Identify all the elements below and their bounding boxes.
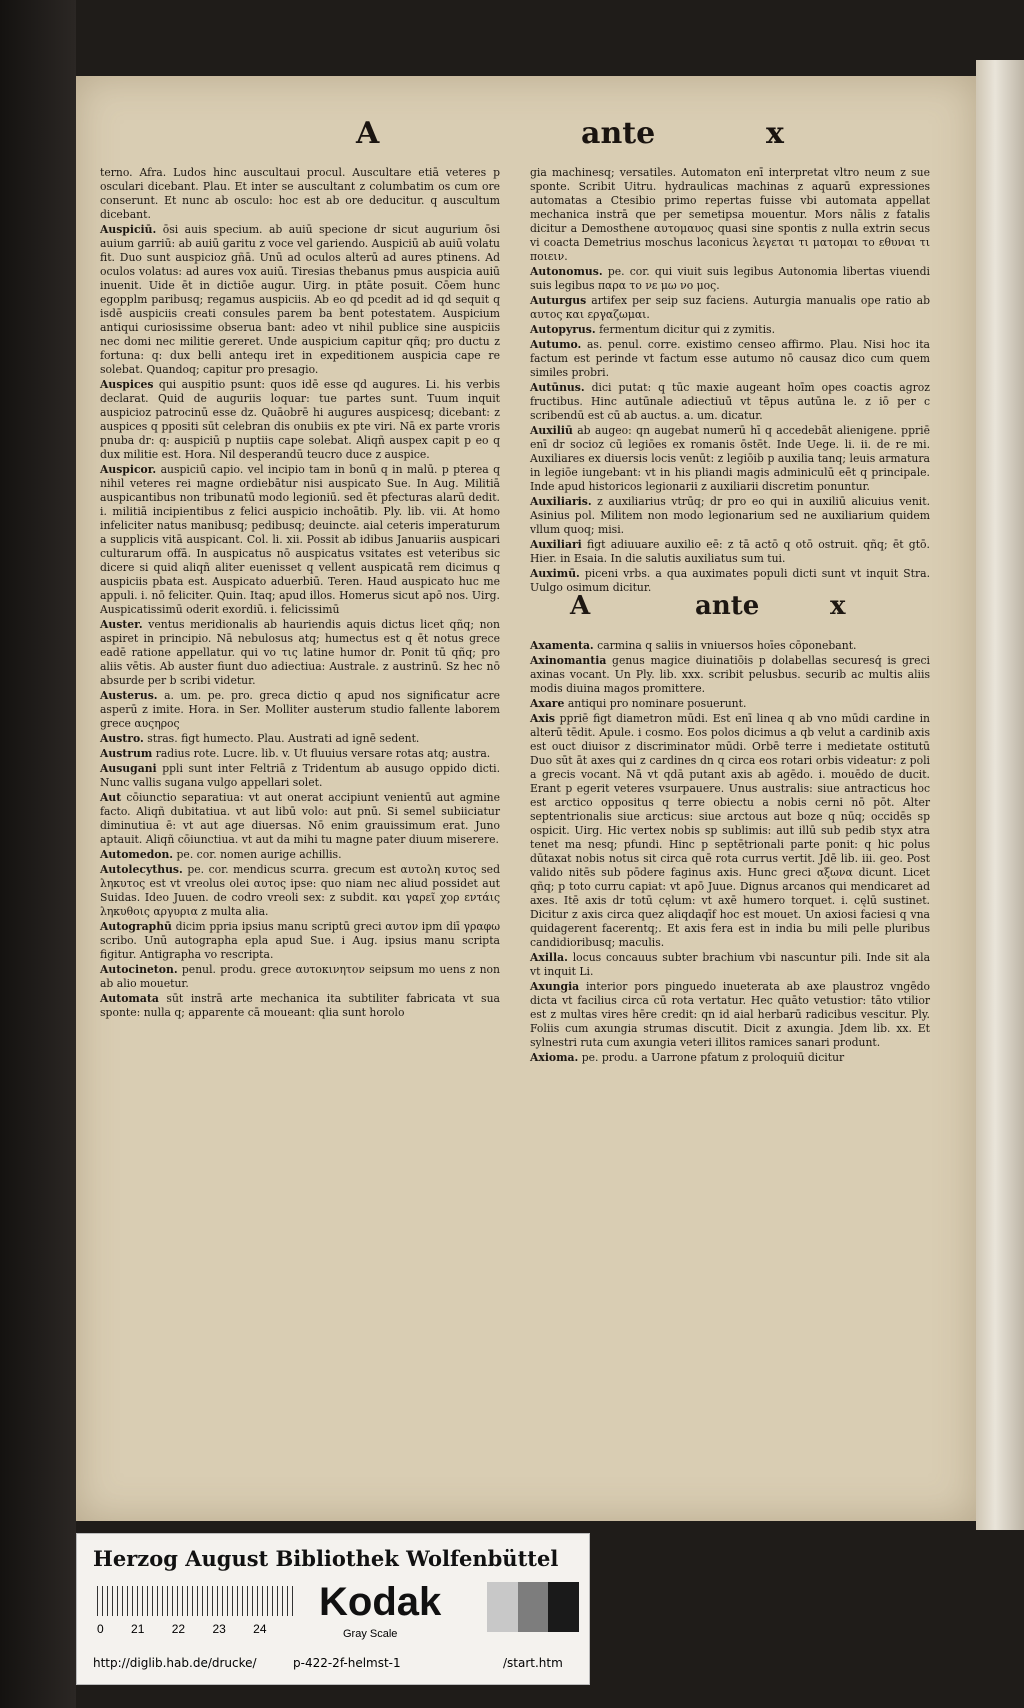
- book-edge: [976, 60, 1024, 1530]
- dictionary-entry: [530, 697, 930, 711]
- dictionary-entry: [530, 951, 930, 979]
- entry-text: gia machinesq; versatiles. Automaton enī interpretat vltro neum z sue sponte. Scribit Uitru. hydraulicas machinas z aquarū expressiones automatas a Ctesibio primo repertas fuisse vbi automata appellat mechanica instrā que per semetipsa mouentur. Mors nālis z fatalis dicitur a Demosthene αυτομαυος quasi sine spontis z nulla extrin secus vi coacta Demetrius moschus laconicus λεγεται τι ματομαι το εθυναι τι ποιειν.: [530, 166, 930, 263]
- dictionary-entry: [530, 495, 930, 537]
- header-title: ante: [581, 116, 656, 151]
- dictionary-entry: [100, 963, 500, 991]
- subheader-right-initial: x: [830, 591, 846, 621]
- entry-text: dicim ppria ipsius manu scriptū greci αυτον ipm diī γραφω scribo. Unū autographa epla apud Sue. i Aug. ipsius manu scripta figitur. Antigrapha vo rescripta.: [100, 920, 500, 961]
- entry-headword: Autopyrus.: [530, 323, 596, 336]
- entry-text: sūt instrā arte mechanica ita subtiliter fabricata vt sua sponte: nulla q; apparente cā moueant: qlia sunt horolo: [100, 992, 500, 1019]
- dictionary-entry: [530, 980, 930, 1050]
- gray-scale-label: Gray Scale: [343, 1628, 398, 1640]
- entry-text: auspiciū capio. vel incipio tam in bonū q in malū. p pterea q nihil veteres rei magne ordiebātur nisi auspicato Sue. In Aug. Militiā auspicantibus non tribunatū modo legioniū. sed ēt pfecturas alarū dedit. i. militiā incipientibus z felici auspicio inchoātib. Ply. lib. vii. At homo infeliciter natus manibusq; pedibusq; deuincte. aial ceteris imperaturum a supplicis vitā auspicant. Col. li. xii. Possit ab idibus Januariis auspicari culturarum offā. In auspicatus nō auspicatus vsitates est veteribus sic dicere si quid aliqñ aliter euenisset q vellent auspicatā rem dicimus q auspiciis pbata est. Auspicato aduerbiū. Teren. Haud auspicato huc me appuli. i. nō feliciter. Quin. Itaq; apud illos. Homerus sicut apō nos. Uirg. Auspicatissimū oderit exordiū. i. felicissimū: [100, 463, 501, 616]
- entry-text: ōsi auis specium. ab auiū specione dr sicut augurium ōsi auium garriū: ab auiū garitu z voce vel gariendo. Auspiciū ab auiū volatu fit. Duo sunt auspicioz gñā. Unū ad oculos alterū ad aures ptinens. Ad oculos volatus: ad aures vox auiū. Tiresias thebanus pmus auspicia auiū inuenit. Uide ēt in dictiōe augur. Uirg. in ptāte posuit. Cōem hunc egopplm paribusq; regamus auspiciis. Ab eo qd pcedit ad id qd sequit q isdē auspiciis creati consules parem ba bent potestatem. Auspicium antiqui curiosissime obserua bant: adeo vt nihil publice sine auspiciis nec domi nec militie gereret. Unde auspicium capitur qñq; pro ductu z fortuna: q: dux belli antequ iret in expeditionem auspicia cape re solebat. Quandoq; capitur pro presagio.: [100, 223, 501, 376]
- dictionary-entry: [100, 791, 500, 847]
- gray-swatch: [487, 1582, 518, 1632]
- entry-text: pe. cor. mendicus scurra. grecum est αυτολη κυτος sed ληκυτος est vt vreolus olei αυτος ipse: quo niam nec aliud possidet aut Suidas. Ideo Juuen. de codro vreoli sex: z subdit. και γαρεῖ χορ εντάις ληκυθοις αργυρια z multa alia.: [100, 863, 500, 918]
- entry-text: terno. Afra. Ludos hinc auscultaui procul. Auscultare etiā veteres p osculari dicebant. Plau. Et inter se auscultant z columbatim os cum ore conserunt. Et nunc ab osculo: hoc est ab ore deducitur. q auscultum dicebant.: [100, 166, 500, 221]
- ruler-label: 21: [131, 1622, 145, 1636]
- entry-headword: Autumo.: [530, 338, 582, 351]
- dictionary-entry: [530, 538, 930, 566]
- header-right-initial: x: [766, 116, 784, 151]
- entry-headword: Auspicor.: [100, 463, 157, 476]
- dictionary-entry: [100, 463, 500, 617]
- entry-text: a. um. pe. pro. greca dictio q apud nos significatur acre asperū z imite. Hora. in Ser. Molliter austerum studio fallente laborem grece αυςηρος: [100, 689, 500, 730]
- ruler-label: 0: [97, 1622, 104, 1636]
- entry-text: ppriē figt diametron mūdi. Est enī linea q ab vno mūdi cardine in alterū tēdit. Apule. i cosmo. Eos polos dicimus a qb velut a cardinib axis est ouct diuisor z discriminator mūdi. Orbē terre i medietate ostitutū Duo sūt āt axes qui z cardines dn q circa eos rotari orbis videatur: z poli a grecis vocant. Nā vt qdā putant axis ab agēdo. i. mouēdo de ducit. Erant p egerit veteres vsurpauere. Unus australis: siue antracticus hoc est arctico oppositus q terre obiectu a nobis cerni nō pōt. Alter septentrionalis siue arcticus: siue arctous aut boze q nūq; occidēs sp ospicit. Uirg. Hic vertex nobis sp sublimis: aut illū sub pedib styx atra tenet ma nesq; pfundi. Hinc p septētrionali parte ponit: q hic polus dūtaxat nobis notus sit circa quē rota currus vertit. Jdē lib. iii. geo. Post valido nitēs sub pōdere faginus axis. Hunc greci αξωνα dicunt. Licet qñq; p toto curru capiat: vt apō Juue. Dignus arcanos qui mendicaret ad axes. Itē axis dr totū cęlum: vt axē humero torquet. i. cęlū sustinet. Dicitur z axis circa quez aliqdaqīf hoc est mouet. Un axiosi faciesi q vna quidagerent facerentq;. Et axis fera est in india bu mili pelle pluribus candidioribusq; maculis.: [530, 712, 930, 949]
- dictionary-entry: [100, 223, 500, 377]
- ruler-labels: [97, 1622, 291, 1636]
- entry-headword: Axinomantia: [530, 654, 607, 667]
- dictionary-entry: [100, 992, 500, 1020]
- entry-text: penul. produ. grece αυτοκινητον seipsum mo uens z non ab alio mouetur.: [100, 963, 500, 990]
- dictionary-entry: [530, 323, 930, 337]
- entry-headword: Ausugani: [100, 762, 157, 775]
- ruler-label: 22: [171, 1622, 186, 1636]
- entry-headword: Automedon.: [100, 848, 174, 861]
- entry-headword: Autonomus.: [530, 265, 603, 278]
- entry-headword: Auxiliari: [530, 538, 582, 551]
- entry-text: pe. produ. a Uarrone pfatum z proloquiū dicitur: [581, 1051, 845, 1064]
- entry-text: z auxiliarius vtrūq; dr pro eo qui in auxiliū alicuius venit. Asinius pol. Militem non modo legionarium sed ne auxiliarium quidem vllum quoq; misi.: [530, 495, 931, 536]
- entry-headword: Autographū: [100, 920, 172, 933]
- entry-headword: Axis: [530, 712, 555, 725]
- dictionary-entry: [530, 294, 930, 322]
- library-name: Herzog August Bibliothek Wolfenbüttel: [93, 1546, 559, 1571]
- dictionary-entry: [530, 338, 930, 380]
- entry-headword: Autūnus.: [530, 381, 585, 394]
- gray-swatch: [518, 1582, 549, 1632]
- dictionary-entry: [530, 265, 930, 293]
- entry-headword: Aut: [100, 791, 122, 804]
- entry-text: pe. cor. nomen aurige achillis.: [176, 848, 342, 861]
- gray-swatches: [487, 1582, 579, 1632]
- entry-headword: Axamenta.: [530, 639, 594, 652]
- dictionary-entry: [100, 689, 500, 731]
- entry-text: carmina q saliis in vniuersos hoīes cōponebant.: [597, 639, 857, 652]
- entry-headword: Auspices: [100, 378, 154, 391]
- entry-headword: Axare: [530, 697, 565, 710]
- entry-text: pe. cor. qui viuit suis legibus Autonomia libertas viuendi suis legibus παρα το νε μω νο μος.: [530, 265, 930, 292]
- entry-headword: Auximū.: [530, 567, 580, 580]
- shelfmark-link[interactable]: p-422-2f-helmst-1: [293, 1656, 401, 1670]
- entry-text: ppli sunt inter Feltriā z Tridentum ab ausugo oppido dicti. Nunc vallis sugana vulgo appellari solet.: [100, 762, 501, 789]
- dictionary-entry: [530, 654, 930, 696]
- entry-headword: Axungia: [530, 980, 580, 993]
- dictionary-entry: [530, 1051, 930, 1065]
- entry-text: as. penul. corre. existimo censeo affirmo. Plau. Nisi hoc ita factum est perinde vt factum esse autumo nō causaz dico cum quem similes probri.: [530, 338, 930, 379]
- dictionary-entry: [530, 381, 930, 423]
- ruler-label: 23: [212, 1622, 226, 1636]
- book-page: [76, 76, 976, 1521]
- entry-text: piceni vrbs. a qua auximates populi dicti sunt vt inquit Stra. Uulgo osimum dicitur.: [530, 567, 930, 594]
- dictionary-entry: [530, 166, 930, 264]
- gray-swatch: [548, 1582, 579, 1632]
- entry-text: ventus meridionalis ab hauriendis aquis dictus licet qñq; non aspiret in principio. Nā nebulosus atq; humectus est q ēt notus grece eadē ratione appellatur. qui vo τις latine humor dr. Ponit tū qñq; pro aliis vētis. Ab auster fiunt duo adiectiua: Australe. z austrinū. Sz hec nō absurde per b scribi videtur.: [100, 618, 500, 687]
- entry-headword: Autocineton.: [100, 963, 178, 976]
- subheader-left-initial: A: [570, 591, 591, 621]
- entry-text: locus concauus subter brachium vbi nascuntur pili. Inde sit ala vt inquit Li.: [530, 951, 931, 978]
- header-left-initial: A: [356, 116, 380, 151]
- dictionary-entry: [530, 639, 930, 653]
- entry-headword: Austerus.: [100, 689, 158, 702]
- library-scan-card: [76, 1533, 590, 1685]
- dictionary-entry: [530, 712, 930, 950]
- scale-ruler: [97, 1586, 297, 1616]
- entry-text: genus magice diuinatiōis p dolabellas securesq́ is greci axinas vocant. Un Ply. lib. xxx. scribit pelusbus. securib ac multis aliis modis diuina magos promittere.: [530, 654, 930, 695]
- entry-text: radius rote. Lucre. lib. v. Ut fluuius versare rotas atq; austra.: [155, 747, 491, 760]
- subheader-title: ante: [695, 591, 760, 621]
- left-column: [100, 166, 500, 1296]
- right-column-bottom: [530, 639, 930, 1065]
- right-column-top: [530, 166, 930, 595]
- entry-text: interior pors pinguedo inueterata ab axe plaustroz vngēdo dicta vt facilius circa cū rota vertatur. Hec quāto vetustior: tāto vtilior est z multas vires hēre credit: qn id aial herbarū radicibus vescitur. Ply. Foliis cum axungia strumas discutit. Dicit z axungia. Jdem lib. xx. Et sylnestri ruta cum axungia veteri illitos ramices sanari produnt.: [530, 980, 930, 1049]
- dictionary-entry: [530, 424, 930, 494]
- entry-text: qui auspitio psunt: quos idē esse qd augures. Li. his verbis declarat. Quid de auguriis loquar: tue partes sunt. Tuum inquit auspicioz patrocinū esse dz. Quāobrē hi augures auspicesq; dicebant: z auspices q ppositi sūt celebran dis onubiis ex pte viri. Nā ex parte vroris pnuba dr: q: auspiciū p nuptiis cape solebat. Aliqñ auspex capit p eo q dux militie est. Hora. Nil desperandū teucro duce z auspice.: [100, 378, 500, 461]
- dictionary-entry: [100, 618, 500, 688]
- entry-headword: Auster.: [100, 618, 143, 631]
- dictionary-entry: [100, 732, 500, 746]
- entry-headword: Auturgus: [530, 294, 587, 307]
- ruler-label: 24: [253, 1622, 267, 1636]
- entry-text: antiqui pro nominare posuerunt.: [567, 697, 747, 710]
- entry-headword: Automata: [100, 992, 159, 1005]
- entry-headword: Auspiciū.: [100, 223, 157, 236]
- library-url-link[interactable]: http://diglib.hab.de/drucke/: [93, 1656, 257, 1670]
- entry-headword: Axioma.: [530, 1051, 579, 1064]
- entry-text: cōiunctio separatiua: vt aut onerat accipiunt venientū aut agmine facto. Aliqñ dubitatiua. vt aut libū volo: aut pnū. Si semel subiiciatur diminutiua ē: vt aut age diuersas. Nō enim grauissimum erat. Juno aptauit. Aliqñ cōiunctiua. vt aut da mihi tu magne pater diuum miserere.: [100, 791, 500, 846]
- entry-text: ab augeo: qn augebat numerū hī q accedebāt alienigene. ppriē enī dr socioz cū legiōes ex romanis ōstēt. Inde Uege. li. ii. de re mi. Auxiliares ex diuersis locis venūt: z legiōib p auxilia tanq; leuis armatura in legiōe iungebant: vt in his pliandi magis adminiculū eēt q principale. Inde apud historicos legionarii z auxiliarii discretim ponuntur.: [530, 424, 930, 493]
- dictionary-entry: [100, 863, 500, 919]
- running-header: [76, 116, 976, 156]
- dictionary-entry: [100, 166, 500, 222]
- entry-headword: Auxiliū: [530, 424, 573, 437]
- entry-text: artifex per seip suz faciens. Auturgia manualis ope ratio ab αυτος και εργαζωμαι.: [530, 294, 930, 321]
- entry-headword: Autolecythus.: [100, 863, 183, 876]
- entry-text: dici putat: q tūc maxie augeant hoīm opes coactis agroz fructibus. Hinc autūnale adiectiuū vt tēpus autūna le. z iō per c scribendū est cū ab auctus. a. um. dicatur.: [530, 381, 930, 422]
- dictionary-entry: [100, 747, 500, 761]
- entry-text: figt adiuuare auxilio eē: z tā actō q otō ostruit. qñq; ēt gtō. Hier. in Esaia. In die salutis auxiliatus sum tui.: [530, 538, 930, 565]
- entry-headword: Axilla.: [530, 951, 568, 964]
- dictionary-entry: [100, 848, 500, 862]
- section-subheader: [530, 591, 930, 633]
- entry-headword: Austro.: [100, 732, 144, 745]
- entry-text: stras. figt humecto. Plau. Austrati ad ignē sedent.: [147, 732, 420, 745]
- dictionary-entry: [100, 378, 500, 462]
- scan-background-left: [0, 0, 76, 1708]
- dictionary-entry: [100, 920, 500, 962]
- dictionary-entry: [100, 762, 500, 790]
- entry-headword: Auxiliaris.: [530, 495, 592, 508]
- kodak-logo: Kodak: [319, 1580, 442, 1624]
- start-link[interactable]: /start.htm: [503, 1656, 563, 1670]
- entry-text: fermentum dicitur qui z zymitis.: [599, 323, 776, 336]
- entry-headword: Austrum: [100, 747, 153, 760]
- right-column: [530, 166, 930, 1296]
